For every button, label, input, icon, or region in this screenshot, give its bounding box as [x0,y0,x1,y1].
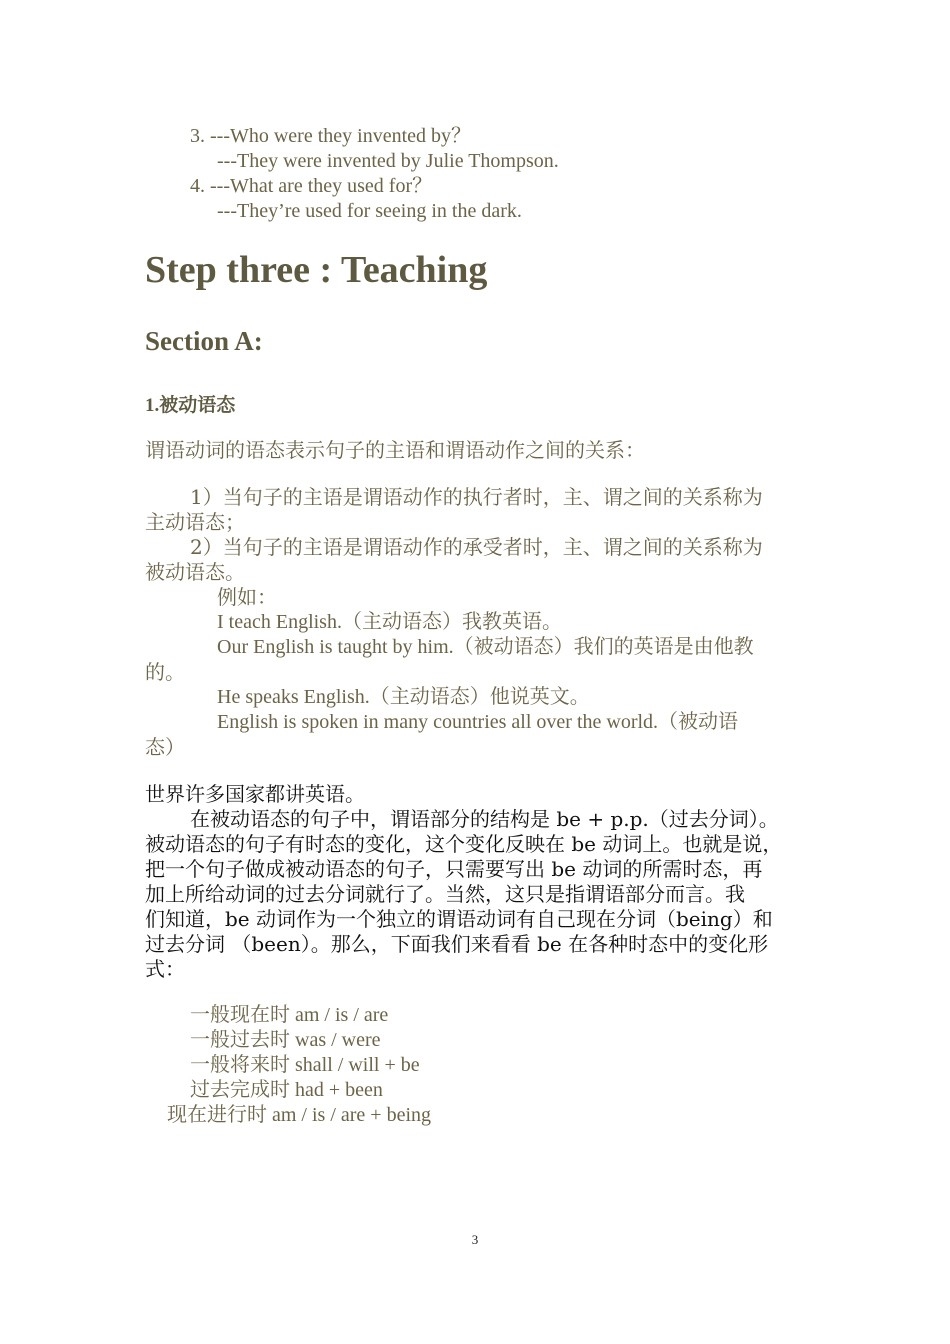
example-line: He speaks English.（主动语态）他说英文。 [217,686,590,708]
paragraph-line: 过去分词 （been）。那么，下面我们来看看 be 在各种时态中的变化形 [145,932,769,956]
paragraph-line: 式： [145,957,185,981]
active-voice-line-1: 1）当句子的主语是谓语动作的执行者时，主、谓之间的关系称为 [190,485,763,509]
example-line: Our English is taught by him.（被动语态）我们的英语是由他教 [217,636,754,658]
tense-line: 一般将来时 shall / will + be [190,1054,420,1076]
question-3: 3. ---Who were they invented by？ [190,125,472,147]
paragraph-line: 把一个句子做成被动语态的句子，只需要写出 be 动词的所需时态，再 [145,857,763,881]
tense-line: 一般现在时 am / is / are [190,1004,389,1026]
paragraph-line: 在被动语态的句子中，谓语部分的结构是 be + p.p.（过去分词）。 [190,807,779,831]
passive-voice-line-1: 2）当句子的主语是谓语动作的承受者时，主、谓之间的关系称为 [190,535,763,559]
example-line: I teach English.（主动语态）我教英语。 [217,611,562,633]
example-line: English is spoken in many countries all over the world.（被动语 [217,711,739,733]
question-4: 4. ---What are they used for？ [190,175,433,197]
intro-text: 谓语动词的语态表示句子的主语和谓语动作之间的关系： [145,438,645,462]
step-heading: Step three : Teaching [145,249,488,291]
passive-voice-line-2: 被动语态。 [145,560,245,584]
active-voice-line-2: 主动语态； [145,510,245,534]
tense-line: 现在进行时 am / is / are + being [167,1104,432,1126]
example-label: 例如： [217,585,277,609]
subsection-heading: 1.被动语态 [145,395,236,416]
tense-line: 过去完成时 had + been [190,1079,383,1101]
answer-3: ---They were invented by Julie Thompson. [217,150,559,172]
paragraph-line: 们知道，be 动词作为一个独立的谓语动词有自己现在分词（being）和 [145,907,773,931]
example-line: 的。 [145,660,185,684]
tense-line: 一般过去时 was / were [190,1029,381,1051]
page-number: 3 [471,1232,479,1247]
paragraph-line: 加上所给动词的过去分词就行了。当然，这只是指谓语部分而言。我 [145,882,745,906]
example-line: 态） [145,735,185,759]
answer-4: ---They’re used for seeing in the dark. [217,200,522,222]
paragraph-line: 世界许多国家都讲英语。 [145,782,365,806]
section-heading: Section A: [145,326,263,356]
paragraph-line: 被动语态的句子有时态的变化，这个变化反映在 be 动词上。也就是说， [145,832,783,856]
